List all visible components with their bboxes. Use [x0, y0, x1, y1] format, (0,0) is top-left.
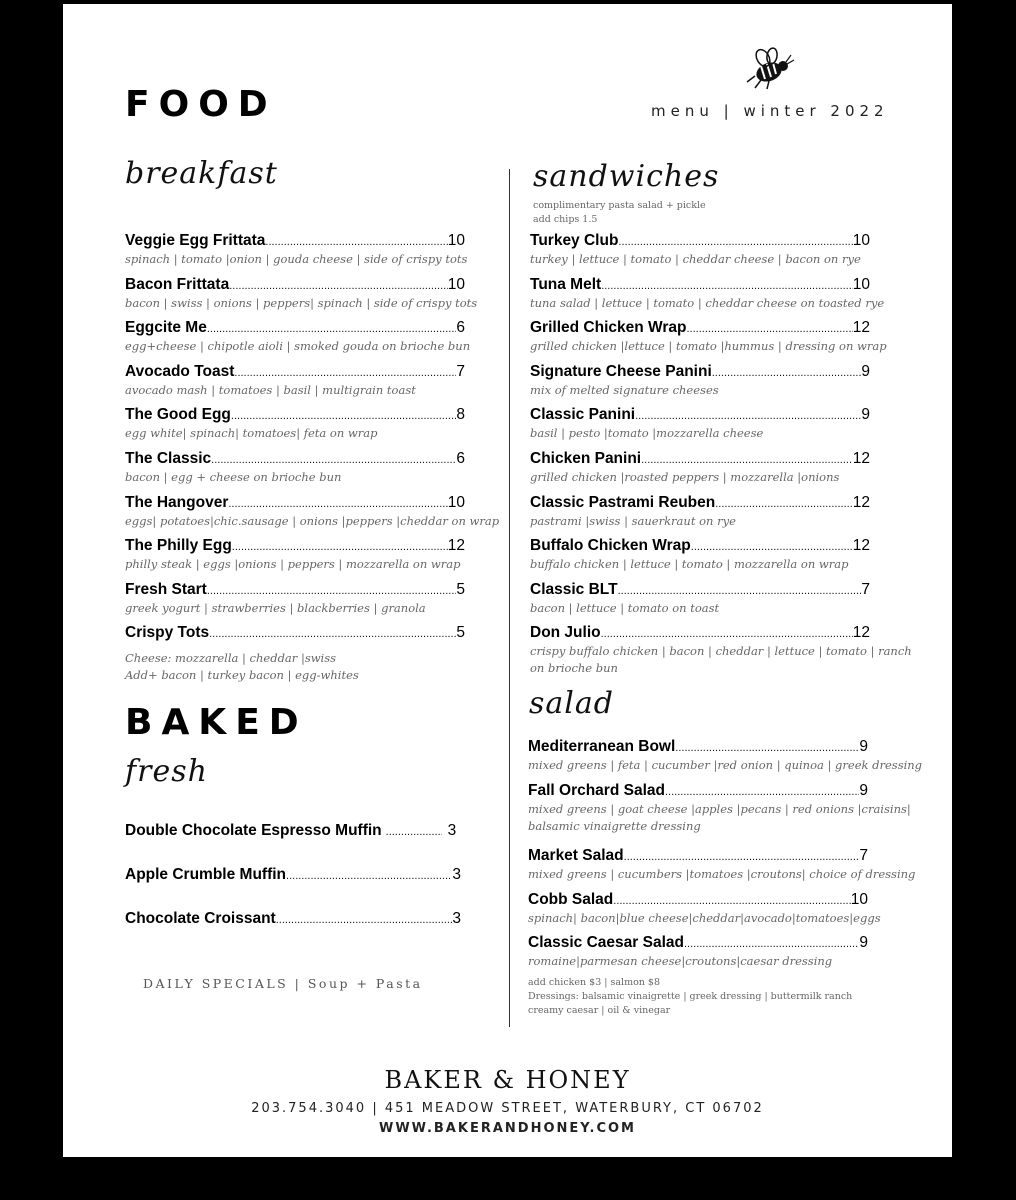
salad-note [528, 976, 852, 1018]
menu-item [528, 738, 923, 773]
menu-item [528, 934, 868, 969]
note-line: add chicken $3 | salmon $8 [528, 977, 661, 988]
menu-item [530, 624, 912, 676]
item-description: basil | pesto |tomato |mozzarella cheese [530, 426, 764, 440]
item-name: Signature Cheese Panini [530, 363, 712, 380]
menu-item [530, 537, 870, 572]
item-description: balsamic vinaigrette dressing [528, 819, 701, 833]
menu-item [125, 537, 465, 572]
item-description: greek yogurt | strawberries | blackberries | granola [125, 601, 426, 615]
item-name: Veggie Egg Frittata [125, 232, 266, 249]
item-name: Grilled Chicken Wrap [530, 319, 687, 336]
item-description: romaine|parmesan cheese|croutons|caesar dressing [528, 954, 833, 968]
item-name: Apple Crumble Muffin [125, 866, 287, 883]
item-description: bacon | egg + cheese on brioche bun [125, 470, 342, 484]
item-description: mixed greens | cucumbers |tomatoes |croutons| choice of dressing [528, 867, 916, 881]
item-price: 12 [852, 494, 870, 511]
item-price: 8 [456, 406, 465, 423]
item-description: turkey | lettuce | tomato | cheddar cheese | bacon on rye [530, 252, 861, 266]
item-description: eggs| potatoes|chic.sausage | onions |peppers |cheddar on wrap [125, 514, 500, 528]
item-price: 7 [861, 581, 870, 598]
item-name: The Hangover [125, 494, 229, 511]
food-title: FOOD [125, 84, 277, 125]
item-price: 7 [859, 847, 868, 864]
menu-item [125, 276, 478, 311]
website-link[interactable]: WWW.BAKERANDHONEY.COM [379, 1121, 636, 1136]
item-price: 6 [456, 450, 465, 467]
item-description: philly steak | eggs |onions | peppers | mozzarella on wrap [125, 557, 461, 571]
item-name: Tuna Melt [530, 276, 602, 293]
item-price: 10 [850, 891, 868, 908]
menu-item [528, 891, 881, 926]
item-description: spinach| bacon|blue cheese|cheddar|avocado|tomatoes|eggs [528, 911, 881, 925]
menu-item [125, 822, 461, 840]
note-line: creamy caesar | oil & vinegar [528, 1005, 671, 1016]
item-name: Classic Caesar Salad [528, 934, 684, 951]
item-description: mix of melted signature cheeses [530, 383, 719, 397]
salad-heading: salad [529, 686, 614, 721]
item-price: 9 [861, 406, 870, 423]
menu-item [125, 910, 461, 928]
item-name: Market Salad [528, 847, 624, 864]
daily-specials: DAILY SPECIALS | Soup + Pasta [143, 976, 423, 991]
menu-item [530, 363, 870, 398]
item-price: 12 [852, 537, 870, 554]
menu-item [125, 494, 500, 529]
menu-subtitle: menu | winter 2022 [651, 102, 889, 120]
menu-item [530, 276, 885, 311]
item-name: Classic BLT [530, 581, 618, 598]
item-price: 10 [447, 232, 465, 249]
menu-item [125, 624, 465, 642]
item-price: 9 [861, 363, 870, 380]
item-description: spinach | tomato |onion | gouda cheese | side of crispy tots [125, 252, 468, 266]
menu-page [63, 4, 952, 1157]
breakfast-heading: breakfast [125, 156, 278, 191]
menu-item [530, 406, 870, 441]
menu-item [125, 581, 465, 616]
item-price: 5 [456, 624, 465, 641]
item-name: Classic Panini [530, 406, 636, 423]
menu-item [530, 581, 870, 616]
item-price: 12 [447, 537, 465, 554]
item-name: Eggcite Me [125, 319, 207, 336]
item-name: Avocado Toast [125, 363, 235, 380]
item-name: Mediterranean Bowl [528, 738, 676, 755]
menu-item [528, 847, 916, 882]
item-description: mixed greens | goat cheese |apples |pecans | red onions |craisins| [528, 802, 911, 816]
fresh-heading: fresh [125, 754, 208, 789]
item-price: 12 [852, 450, 870, 467]
menu-item [530, 494, 870, 529]
item-name: The Philly Egg [125, 537, 232, 554]
item-name: Buffalo Chicken Wrap [530, 537, 691, 554]
item-name: Double Chocolate Espresso Muffin [125, 822, 382, 839]
item-name: Crispy Tots [125, 624, 210, 641]
note-line: add chips 1.5 [533, 214, 598, 225]
item-price: 3 [452, 910, 461, 927]
menu-item [530, 319, 887, 354]
item-name: Fresh Start [125, 581, 207, 598]
item-name: Classic Pastrami Reuben [530, 494, 716, 511]
item-price: 10 [852, 232, 870, 249]
item-description: tuna salad | lettuce | tomato | cheddar cheese on toasted rye [530, 296, 885, 310]
menu-item [528, 782, 911, 834]
menu-item [125, 406, 465, 441]
item-description: grilled chicken |roasted peppers | mozzarella |onions [530, 470, 840, 484]
item-price: 10 [852, 276, 870, 293]
item-description: mixed greens | feta | cucumber |red onion | quinoa | greek dressing [528, 758, 923, 772]
baked-title: BAKED [125, 702, 308, 743]
item-price: 10 [447, 276, 465, 293]
item-price: 6 [456, 319, 465, 336]
item-description: grilled chicken |lettuce | tomato |hummus | dressing on wrap [530, 339, 887, 353]
item-price: 3 [447, 822, 457, 839]
menu-item [125, 319, 471, 354]
item-description: bacon | swiss | onions | peppers| spinach | side of crispy tots [125, 296, 478, 310]
item-price: 7 [456, 363, 465, 380]
item-price: 12 [852, 319, 870, 336]
item-name: The Good Egg [125, 406, 231, 423]
menu-item [125, 450, 465, 485]
item-description: pastrami |swiss | sauerkraut on rye [530, 514, 736, 528]
item-description: crispy buffalo chicken | bacon | cheddar | lettuce | tomato | ranch [530, 644, 912, 658]
item-name: Cobb Salad [528, 891, 614, 908]
menu-item [125, 866, 461, 884]
sandwiches-note [533, 199, 706, 227]
item-price: 9 [859, 782, 868, 799]
item-name: Chocolate Croissant [125, 910, 276, 927]
item-price: 3 [452, 866, 461, 883]
menu-item [530, 232, 870, 267]
column-divider [509, 169, 510, 1027]
item-name: Don Julio [530, 624, 601, 641]
menu-item [530, 450, 870, 485]
item-name: Chicken Panini [530, 450, 642, 467]
item-name: Bacon Frittata [125, 276, 230, 293]
breakfast-note [125, 650, 359, 684]
item-price: 10 [447, 494, 465, 511]
note-line: Dressings: balsamic vinaigrette | greek dressing | buttermilk ranch [528, 991, 853, 1002]
item-name: Fall Orchard Salad [528, 782, 665, 799]
item-price: 9 [859, 738, 868, 755]
item-description: on brioche bun [530, 661, 618, 675]
item-description: egg white| spinach| tomatoes| feta on wrap [125, 426, 378, 440]
item-price: 9 [859, 934, 868, 951]
menu-item [125, 232, 468, 267]
item-name: The Classic [125, 450, 212, 467]
note-line: Cheese: mozzarella | cheddar |swiss [125, 651, 337, 665]
item-description: egg+cheese | chipotle aioli | smoked gouda on brioche bun [125, 339, 471, 353]
note-line: complimentary pasta salad + pickle [533, 200, 706, 211]
address: 203.754.3040 | 451 MEADOW STREET, WATERBURY, CT 06702 [251, 1101, 764, 1116]
item-price: 12 [852, 624, 870, 641]
brand-name: BAKER & HONEY [384, 1066, 631, 1094]
item-description: bacon | lettuce | tomato on toast [530, 601, 720, 615]
note-line: Add+ bacon | turkey bacon | egg-whites [125, 668, 359, 682]
bee-icon [739, 46, 795, 92]
item-description: avocado mash | tomatoes | basil | multigrain toast [125, 383, 416, 397]
item-name: Turkey Club [530, 232, 619, 249]
item-description: buffalo chicken | lettuce | tomato | mozzarella on wrap [530, 557, 849, 571]
item-price: 5 [456, 581, 465, 598]
menu-item [125, 363, 465, 398]
sandwiches-heading: sandwiches [533, 159, 720, 194]
